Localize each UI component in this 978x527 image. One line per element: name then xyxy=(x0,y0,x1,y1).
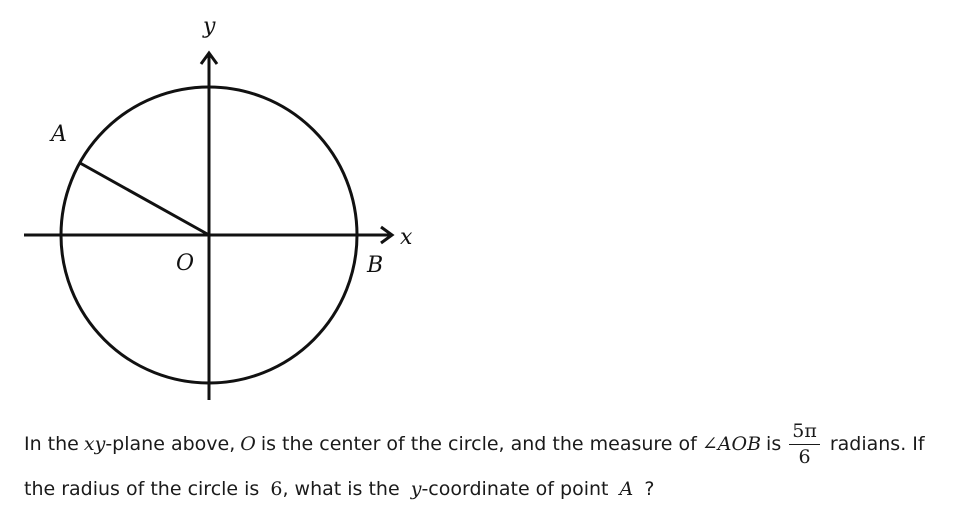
q-text-6: the radius of the circle is xyxy=(24,478,260,500)
point-o-label: O xyxy=(176,251,195,276)
fraction-denominator: 6 xyxy=(798,445,811,468)
q-radius-value: 6 xyxy=(270,478,283,500)
y-axis-label: y xyxy=(203,14,216,39)
q-var-y: y xyxy=(410,478,422,500)
point-a-label: A xyxy=(51,122,67,147)
q-text-9: ? xyxy=(644,478,655,500)
q-text-1: In the xyxy=(24,432,79,455)
q-var-a: A xyxy=(619,478,634,500)
q-text-5: radians. If xyxy=(829,432,925,455)
question-line-2 xyxy=(24,478,654,501)
question-line-1 xyxy=(24,412,925,476)
q-text-3: is the center of the circle, and the measure of xyxy=(260,432,697,455)
radius-oa xyxy=(80,163,209,235)
q-text-2: -plane above, xyxy=(105,432,236,455)
q-var-xy: xy xyxy=(83,432,106,455)
q-angle-aob: ∠AOB xyxy=(701,432,762,455)
point-b-label: B xyxy=(367,253,384,278)
q-text-8: -coordinate of point xyxy=(421,478,609,500)
q-text-7: , what is the xyxy=(282,478,400,500)
fraction-numerator: 5π xyxy=(789,421,820,445)
x-axis-label: x xyxy=(400,225,413,250)
q-var-o: O xyxy=(240,432,256,455)
fraction-5pi-over-6 xyxy=(789,421,820,468)
q-text-4: is xyxy=(766,432,782,455)
